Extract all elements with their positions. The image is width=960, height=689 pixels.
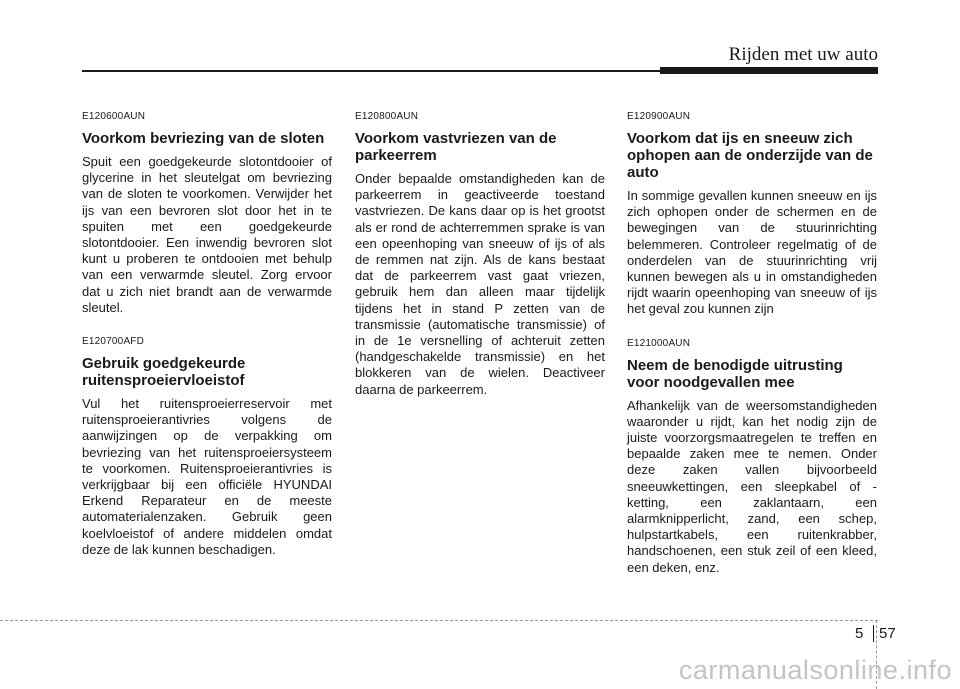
page-header-title: Rijden met uw auto [728,44,878,65]
section-code: E120800AUN [355,111,419,122]
page-number-separator [873,625,874,642]
chapter-number: 5 [855,625,864,642]
section-heading: Neem de benodigde uitrusting voor noodgevallen mee [627,356,843,391]
section-body: In sommige gevallen kunnen sneeuw en ijs zich ophopen onder de schermen en de bewegingen van de stuurinrichting belemmeren. Controleer regelmatig of de onderdelen van de stuurinrichting vrij kunnen bewegen als u in omstandigheden rijdt waarin opeenhoping van sneeuw of ijs het geval zou kunnen zijn [627,188,877,317]
watermark-text: carmanualsonline.info [678,655,952,685]
section-door-lock-freezing [82,111,332,316]
section-code: E120900AUN [627,111,691,122]
section-parking-brake [355,111,605,398]
section-code: E120600AUN [82,111,146,122]
text-column-3 [627,111,877,596]
section-body: Afhankelijk van de weersomstandigheden waaronder u rijdt, kan het nodig zijn de juiste voorzorgsmaatregelen te treffen en bepaalde zaken mee te nemen. Onder deze zaken vallen bijvoorbeeld sneeuwkettingen, een sleepkabel of -ketting, een zaklantaarn, een alarmknipperlicht, zand, een schep, hulpstartkabels, een ruitenkrabber, handschoenen, een stuk zeil of een kleed, een deken, enz. [627,397,877,575]
header-rule-accent [660,67,878,74]
section-heading: Voorkom bevriezing van de sloten [82,130,325,147]
section-heading: Gebruik goedgekeurde ruitensproeiervloeistof [82,355,246,390]
section-heading: Voorkom vastvriezen van de parkeerrem [355,130,557,164]
section-ice-snow-underside [627,111,877,318]
text-column-2 [355,111,605,418]
section-body: Vul het ruitensproeierreservoir met ruitensproeierantivries volgens de aanwijzingen op de verpakking om bevriezing van het ruitensproeiersysteem te voorkomen. Ruitensproeierantivries is verkrijgbaar bij een officiële HYUNDAI Erkend Reparateur en de meeste automaterialenzaken. Gebruik geen koelvloeistof of andere middelen omdat deze de lak kunnen beschadigen. [82,396,332,557]
section-emergency-equipment [627,338,877,576]
section-heading: Voorkom dat ijs en sneeuw zich ophopen aan de onderzijde van de auto [627,130,873,181]
section-code: E120700AFD [82,336,145,348]
section-body: Onder bepaalde omstandigheden kan de parkeerrem in geactiveerde toestand vastvriezen. De kans daar op is het grootst als er rond de achterremmen sprake is van een opeenhoping van sneeuw of ijs of als de remmen nat zijn. Als de kans bestaat dat de parkeerrem vast gaat vriezen, gebruik hem dan alleen maar tijdelijk tijdens het in stand P zetten van de transmissie (automatische transmissie) of in de 1e versnelling of achteruit zetten (handgeschakelde transmissie) en het blokkeren van de wielen. Deactiveer daarna de parkeerrem. [355,171,605,397]
section-body: Spuit een goedgekeurde slotontdooier of glycerine in het sleutelgat om bevriezing van de sloten te voorkomen. Verwijder het ijs van een bevroren slot door het in te spuiten met een goedgekeurde slotontdooier. Een inwendig bevroren slot kunt u proberen te ontdooien met behulp van een verwarmde sleutel. Zorg ervoor dat u zich niet brandt aan de verwarmde sleutel. [82,154,332,315]
text-column-1 [82,111,332,578]
footer-rule [0,620,878,621]
section-code: E121000AUN [627,337,691,349]
section-washer-fluid [82,336,332,558]
page-number: 57 [879,625,896,642]
